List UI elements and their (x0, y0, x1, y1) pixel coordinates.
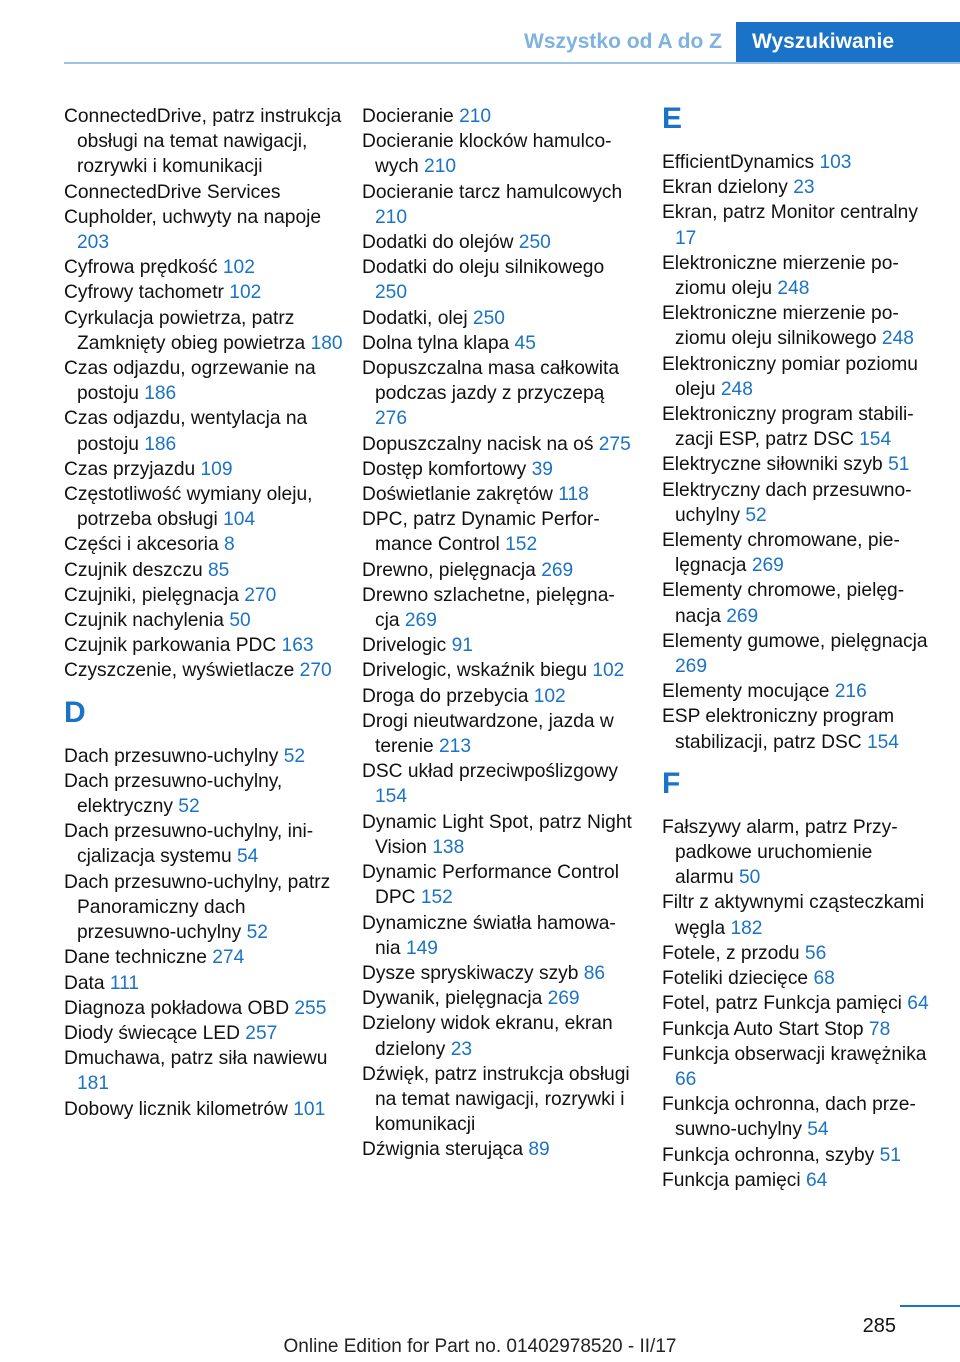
index-entry-text: DSC układ przeciwpoślizgowy (362, 761, 618, 783)
index-entry-text: Dolna tylna klapa (362, 332, 515, 354)
index-entry-text: Fotel, patrz Funkcja pamięci (662, 993, 908, 1015)
index-entry (362, 1062, 632, 1138)
index-entry-text: Elektroniczne mierzenie poziomu oleju silnikowego (662, 303, 899, 350)
page-reference-link[interactable]: 39 (531, 458, 553, 480)
index-entry-text: Elektryczny dach przesuwno-uchylny (662, 479, 912, 526)
index-entry (362, 457, 632, 482)
index-entry (64, 457, 344, 482)
page-reference-link[interactable]: 269 (675, 656, 708, 678)
index-column-3 (662, 104, 930, 1193)
index-entry (64, 819, 344, 869)
index-entry (64, 633, 344, 658)
index-entry-text: Dane techniczne (64, 947, 213, 969)
index-entry-text: Cupholder, uchwyty na napoje (64, 206, 322, 228)
index-entry (64, 744, 344, 769)
index-entry-text: Drogi nieutwardzone, jazda w terenie (362, 710, 614, 758)
index-entry (64, 280, 344, 305)
page-reference-link[interactable]: 51 (879, 1144, 901, 1166)
index-entry-text: Doświetlanie zakrętów (362, 484, 559, 506)
page-reference-link[interactable]: 50 (229, 610, 251, 632)
page-reference-link[interactable]: 54 (807, 1119, 829, 1141)
index-entry-text: EfficientDynamics (662, 152, 820, 173)
index-entry (64, 205, 344, 255)
index-entry-text: Dach przesuwno-uchylny, inicjalizacja systemu (64, 821, 314, 868)
footer-accent-line (900, 1305, 960, 1307)
index-entry (662, 301, 930, 351)
index-entry-text: Częstotliwość wymiany oleju, potrzeba obsługi (64, 484, 313, 531)
index-entry (662, 478, 930, 528)
index-entry (362, 482, 632, 507)
index-entry (362, 583, 632, 633)
index-entry (362, 961, 632, 986)
index-entry-text: Filtr z aktywnymi cząsteczkami węgla (662, 892, 925, 939)
index-entry (362, 633, 632, 658)
index-entry-text: Foteliki dziecięce (662, 968, 814, 990)
tab-search[interactable]: Wyszukiwanie (736, 22, 960, 62)
index-entry-text: Elektroniczne mierzenie poziomu oleju (662, 252, 899, 300)
page-reference-link[interactable]: 257 (245, 1022, 278, 1044)
index-entry (362, 331, 632, 356)
page-reference-link[interactable]: 54 (236, 846, 259, 868)
index-entry (64, 104, 344, 180)
index-entry (662, 200, 930, 250)
page-reference-link[interactable]: 64 (907, 993, 929, 1015)
index-entry (662, 402, 930, 452)
page-reference-link[interactable]: 23 (793, 177, 815, 199)
page-reference-link[interactable]: 102 (533, 685, 566, 707)
page-reference-link[interactable]: 68 (813, 968, 835, 990)
index-entry (362, 911, 632, 961)
index-entry-text: Dmuchawa, patrz siła nawiewu (64, 1048, 328, 1070)
index-entry (662, 352, 930, 402)
index-entry (662, 1168, 930, 1193)
index-entry (64, 608, 344, 633)
index-entry-text: Drivelogic, wskaźnik biegu (362, 660, 593, 682)
index-entry-text: Czujniki, pielęgnacja (64, 584, 245, 606)
index-entry-text: Funkcja pamięci (662, 1169, 806, 1191)
index-entry-text: Fałszywy alarm, patrz Przypadkowe uruchomienie alarmu (662, 816, 898, 889)
index-entry (64, 996, 344, 1021)
index-entry (64, 945, 344, 970)
page-reference-link[interactable]: 56 (804, 942, 827, 964)
page-reference-link[interactable]: 52 (745, 504, 767, 526)
index-section-letter: F (662, 766, 681, 800)
index-entry-text: Docieranie klocków hamulcowych (362, 131, 612, 178)
index-entry (64, 971, 344, 996)
page-reference-link[interactable]: 154 (375, 786, 408, 808)
index-entry (64, 356, 344, 406)
index-entry-text: ConnectedDrive, patrz instrukcja obsługi na temat nawigacji, rozrywki i komunikacji (64, 106, 342, 178)
index-entry-text: Droga do przebycia (362, 685, 534, 707)
index-entry-text: Data (64, 972, 110, 994)
index-entry-text: ESP elektroniczny program stabilizacji, patrz DSC (662, 706, 895, 753)
index-entry-text: Dźwignia sterująca (362, 1139, 529, 1161)
page-reference-link[interactable]: 52 (246, 922, 268, 944)
index-entry-text: Dynamic Light Spot, patrz Night Vision (362, 811, 632, 858)
index-entry (64, 306, 344, 356)
index-entry (362, 658, 632, 683)
page-reference-link[interactable]: 8 (223, 534, 235, 556)
edition-footer: Online Edition for Part no. 01402978520 - II/17 (283, 1336, 677, 1357)
index-entry (362, 356, 632, 432)
index-entry-text: Elementy chromowane, pielęgnacja (662, 530, 900, 577)
index-entry (662, 1143, 930, 1168)
index-entry (662, 629, 930, 679)
page-reference-link[interactable]: 102 (222, 257, 255, 279)
index-entry (362, 684, 632, 709)
index-entry-text: Funkcja Auto Start Stop (662, 1018, 869, 1040)
index-entry-text: Ekran, patrz Monitor centralny (662, 202, 918, 224)
index-entry (662, 1042, 930, 1092)
index-entry-text: Funkcja ochronna, szyby (662, 1144, 880, 1166)
index-entry-text: Dynamic Performance Control DPC (362, 862, 619, 909)
index-entry-text: Czujnik parkowania PDC (64, 635, 282, 657)
index-entry (362, 507, 632, 557)
index-entry-text: Docieranie (362, 106, 460, 127)
page-reference-link[interactable]: 86 (583, 962, 606, 984)
index-column-2 (362, 104, 632, 1163)
page-reference-link[interactable]: 269 (404, 610, 437, 632)
page-reference-link[interactable]: 109 (200, 458, 233, 480)
index-entry-text: Czas przyjazdu (64, 458, 201, 480)
page-reference-link[interactable]: 276 (375, 408, 408, 430)
index-entry-text: Elektryczne siłowniki szyb (662, 454, 889, 476)
index-entry-text: Dopuszczalny nacisk na oś (362, 433, 599, 455)
index-entry (362, 129, 632, 179)
index-entry (662, 991, 930, 1016)
index-entry-text: Funkcja obserwacji krawężnika (662, 1043, 927, 1065)
page-reference-link[interactable]: 111 (109, 972, 140, 994)
index-entry-text: Czujnik deszczu (64, 559, 208, 581)
page-reference-link[interactable]: 275 (598, 433, 631, 455)
index-entry-text: Dach przesuwno-uchylny (64, 745, 284, 767)
index-entry (362, 860, 632, 910)
index-entry (662, 452, 930, 477)
index-entry (662, 150, 930, 175)
index-entry-text: Czyszczenie, wyświetlacze (64, 660, 300, 682)
index-section-letter: D (64, 695, 86, 729)
index-entry (362, 759, 632, 809)
page-reference-link[interactable]: 66 (675, 1068, 697, 1090)
header-divider (64, 62, 960, 64)
index-entry (362, 230, 632, 255)
page-number: 285 (862, 1315, 896, 1337)
index-entry (662, 1017, 930, 1042)
index-entry-text: Diody świecące LED (64, 1022, 246, 1044)
index-section-letter: E (662, 102, 683, 135)
index-entry-text: Elementy chromowe, pielęgnacja (662, 580, 905, 627)
page-reference-link[interactable]: 250 (375, 282, 408, 304)
page-reference-link[interactable]: 154 (866, 731, 899, 753)
page-reference-link[interactable]: 154 (859, 429, 892, 451)
page-reference-link[interactable]: 149 (405, 937, 438, 959)
page-reference-link[interactable]: 213 (439, 736, 472, 758)
index-entry (362, 432, 632, 457)
page-reference-link[interactable]: 182 (730, 917, 763, 939)
page-reference-link[interactable]: 52 (178, 796, 200, 818)
page-reference-link[interactable]: 138 (432, 836, 465, 858)
index-entry (64, 1046, 344, 1096)
index-entry-text: Drewno, pielęgnacja (362, 559, 542, 581)
index-entry (362, 255, 632, 305)
index-entry-text: Czas odjazdu, wentylacja na postoju (64, 408, 308, 455)
page-reference-link[interactable]: 52 (283, 745, 306, 767)
index-entry-text: Elementy mocujące (662, 681, 835, 703)
index-entry (362, 1011, 632, 1061)
page-reference-link[interactable]: 269 (751, 555, 784, 577)
index-entry (64, 583, 344, 608)
page-reference-link[interactable]: 102 (592, 660, 625, 682)
index-entry (64, 482, 344, 532)
tab-all-a-to-z[interactable]: Wszystko od A do Z (524, 30, 722, 53)
page-reference-link[interactable]: 89 (528, 1139, 550, 1161)
page-reference-link[interactable]: 186 (144, 383, 177, 405)
page-reference-link[interactable]: 50 (738, 867, 761, 889)
index-entry (662, 890, 930, 940)
page-reference-link[interactable]: 216 (834, 681, 867, 703)
index-entry (64, 406, 344, 456)
index-entry (662, 528, 930, 578)
index-entry-text: Cyrkulacja powietrza, patrz Zamknięty obieg powietrza (64, 307, 311, 354)
index-entry-text: Dodatki, olej (362, 307, 473, 329)
page-reference-link[interactable]: 45 (514, 332, 536, 354)
index-entry-text: Diagnoza pokładowa OBD (64, 997, 295, 1019)
index-entry (662, 704, 930, 754)
index-entry (64, 1097, 344, 1122)
index-entry-text: Czujnik nachylenia (64, 610, 230, 632)
index-entry-text: Cyfrowa prędkość (64, 257, 223, 279)
index-entry (64, 769, 344, 819)
index-entry-text: Dopuszczalna masa całkowita podczas jazdy z przyczepą (362, 358, 620, 405)
index-column-1 (64, 104, 344, 1122)
page-reference-link[interactable]: 210 (375, 206, 408, 228)
page-reference-link[interactable]: 250 (518, 232, 551, 254)
page-reference-link[interactable]: 269 (541, 559, 574, 581)
index-entry-text: Czas odjazdu, ogrzewanie na postoju (64, 358, 316, 405)
index-entry-text: Części i akcesoria (64, 534, 224, 556)
page-reference-link[interactable]: 85 (207, 559, 230, 581)
index-entry (362, 986, 632, 1011)
page-reference-link[interactable]: 248 (777, 278, 810, 300)
index-entry (64, 658, 344, 683)
index-entry-text: Drewno szlachetne, pielęgnacja (362, 584, 615, 632)
page-reference-link[interactable]: 269 (726, 605, 759, 627)
page-reference-link[interactable]: 248 (881, 328, 914, 350)
index-entry-text: Fotele, z przodu (662, 942, 805, 964)
index-entry (662, 941, 930, 966)
page-reference-link[interactable]: 180 (310, 332, 343, 354)
index-entry (362, 810, 632, 860)
index-entry-text: Ekran dzielony (662, 177, 794, 199)
index-entry-text: Dzielony widok ekranu, ekran dzielony (362, 1013, 613, 1060)
index-entry-text: Cyfrowy tachometr (64, 282, 230, 304)
page-reference-link[interactable]: 270 (244, 584, 277, 606)
page-reference-link[interactable]: 23 (450, 1038, 473, 1060)
index-entry (64, 532, 344, 557)
index-entry-text: DPC, patrz Dynamic Performance Control (362, 509, 600, 556)
page-reference-link[interactable]: 51 (888, 454, 910, 476)
page-reference-link[interactable]: 163 (281, 635, 314, 657)
page-reference-link[interactable]: 181 (77, 1073, 110, 1095)
page-reference-link[interactable]: 248 (720, 378, 753, 400)
index-entry-text: Dysze spryskiwaczy szyb (362, 962, 584, 984)
index-entry (362, 104, 632, 129)
page-reference-link[interactable]: 91 (451, 635, 473, 657)
page-reference-link[interactable]: 250 (472, 307, 505, 329)
index-entry-text: Dodatki do oleju silnikowego (362, 257, 605, 279)
index-entry-text: Docieranie tarcz hamulcowych (362, 181, 623, 203)
index-entry (662, 1092, 930, 1142)
index-entry (362, 709, 632, 759)
page-reference-link[interactable]: 103 (819, 152, 852, 173)
page-reference-link[interactable]: 78 (868, 1018, 891, 1040)
page-reference-link[interactable]: 104 (223, 509, 256, 531)
page-reference-link[interactable]: 210 (459, 106, 492, 127)
index-entry-text: Dach przesuwno-uchylny, patrz Panoramiczny dach przesuwno-uchylny (64, 871, 331, 944)
index-entry (362, 180, 632, 230)
index-entry (64, 870, 344, 946)
index-entry (64, 255, 344, 280)
index-entry (662, 966, 930, 991)
index-entry (64, 1021, 344, 1046)
page-reference-link[interactable]: 270 (299, 660, 332, 682)
page-reference-link[interactable]: 152 (420, 887, 453, 909)
index-entry-text: Dywanik, pielęgnacja (362, 988, 548, 1010)
index-entry (662, 679, 930, 704)
index-entry (362, 1137, 632, 1162)
page-reference-link[interactable]: 186 (144, 433, 177, 455)
index-entry-text: Dobowy licznik kilometrów (64, 1098, 294, 1120)
index-entry-text: Elektroniczny pomiar poziomu oleju (662, 353, 918, 400)
page-reference-link[interactable]: 64 (805, 1169, 828, 1191)
page-reference-link[interactable]: 102 (229, 282, 262, 304)
page-reference-link[interactable]: 210 (424, 156, 457, 178)
index-entry-text: Drivelogic (362, 635, 452, 657)
index-entry-text: Dynamiczne światła hamowania (362, 912, 616, 959)
index-entry (662, 815, 930, 891)
index-entry (362, 558, 632, 583)
index-entry (64, 180, 344, 205)
index-entry (362, 306, 632, 331)
index-entry (662, 578, 930, 628)
index-entry-text: Elektroniczny program stabilizacji ESP, patrz DSC (662, 404, 914, 451)
page-reference-link[interactable]: 17 (675, 227, 697, 249)
index-entry (662, 175, 930, 200)
index-entry (64, 558, 344, 583)
page-reference-link[interactable]: 269 (547, 988, 580, 1010)
page-reference-link[interactable]: 274 (212, 947, 245, 969)
index-entry-text: Dostęp komfortowy (362, 458, 532, 480)
page-reference-link[interactable]: 255 (294, 997, 327, 1019)
index-entry-text: Dźwięk, patrz instrukcja obsługi na temat nawigacji, rozrywki i komunikacji (362, 1063, 630, 1136)
index-entry-text: Dodatki do olejów (362, 232, 519, 254)
index-entry-text: Elementy gumowe, pielęgnacja (662, 630, 928, 652)
page-reference-link[interactable]: 118 (558, 484, 589, 506)
page-reference-link[interactable]: 203 (77, 232, 110, 254)
index-entry (662, 251, 930, 301)
page-reference-link[interactable]: 152 (505, 534, 538, 556)
page-reference-link[interactable]: 101 (293, 1098, 326, 1120)
index-entry-text: Funkcja ochronna, dach przesuwno-uchylny (662, 1094, 916, 1141)
index-entry-text: ConnectedDrive Services (64, 181, 281, 203)
index-entry-text: Dach przesuwno-uchylny, elektryczny (64, 770, 283, 818)
